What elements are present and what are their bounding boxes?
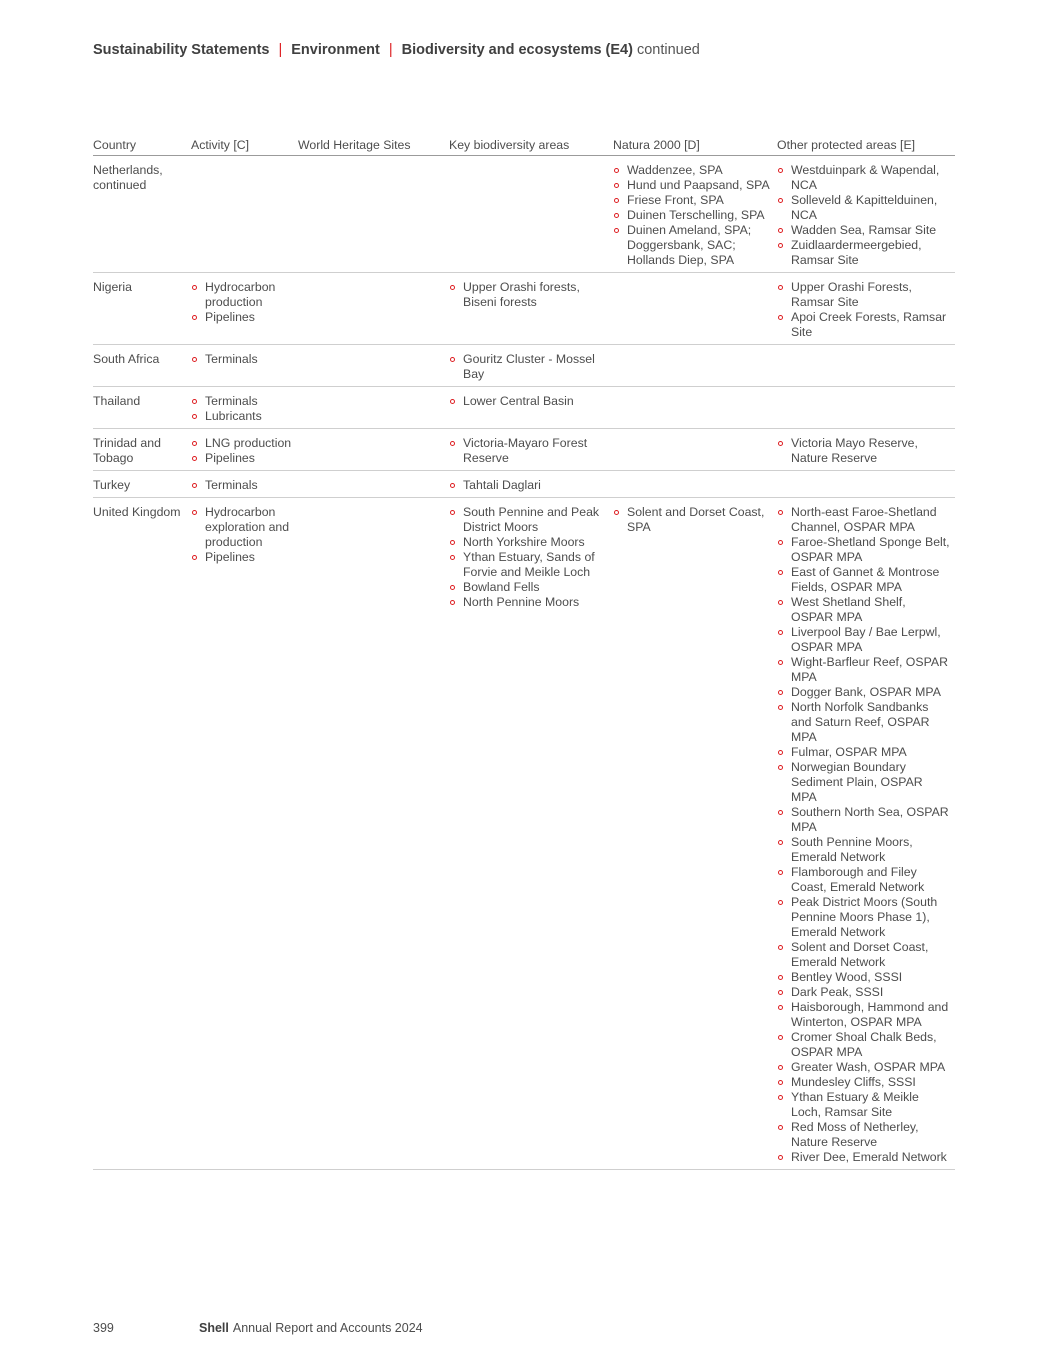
column-header-country: Country xyxy=(93,136,191,156)
world-heritage-cell xyxy=(298,387,449,429)
activity-cell xyxy=(191,429,298,471)
other-protected-cell xyxy=(777,156,955,273)
bullet-list xyxy=(777,436,951,466)
table-row xyxy=(93,498,955,1170)
list-item: North Norfolk Sandbanks and Saturn Reef, OSPAR MPA xyxy=(777,700,951,745)
list-item: Mundesley Cliffs, SSSI xyxy=(777,1075,951,1090)
header-continued: continued xyxy=(636,42,700,58)
list-item: River Dee, Emerald Network xyxy=(777,1150,951,1165)
key-biodiversity-cell xyxy=(449,498,613,1170)
list-item: Pipelines xyxy=(191,550,294,565)
list-item: Pipelines xyxy=(191,451,294,466)
key-biodiversity-cell xyxy=(449,429,613,471)
list-item: Hydrocarbon exploration and production xyxy=(191,505,294,550)
header-topic: Biodiversity and ecosystems (E4) xyxy=(401,42,633,58)
list-item: Duinen Ameland, SPA; Doggersbank, SAC; Hollands Diep, SPA xyxy=(613,223,773,268)
list-item: North Pennine Moors xyxy=(449,595,609,610)
world-heritage-cell xyxy=(298,429,449,471)
natura-2000-cell xyxy=(613,156,777,273)
world-heritage-cell xyxy=(298,498,449,1170)
world-heritage-cell xyxy=(298,471,449,498)
list-item: Duinen Terschelling, SPA xyxy=(613,208,773,223)
list-item: Lower Central Basin xyxy=(449,394,609,409)
list-item: North Yorkshire Moors xyxy=(449,535,609,550)
other-protected-cell xyxy=(777,471,955,498)
column-header-other-protected-areas: Other protected areas [E] xyxy=(777,136,955,156)
world-heritage-cell xyxy=(298,273,449,345)
header-subsection: Environment xyxy=(291,42,380,58)
other-protected-cell xyxy=(777,498,955,1170)
biodiversity-table xyxy=(93,136,955,1170)
header-section: Sustainability Statements xyxy=(93,42,270,58)
list-item: South Pennine Moors, Emerald Network xyxy=(777,835,951,865)
list-item: Victoria Mayo Reserve, Nature Reserve xyxy=(777,436,951,466)
list-item: Wight-Barfleur Reef, OSPAR MPA xyxy=(777,655,951,685)
list-item: North-east Faroe-Shetland Channel, OSPAR MPA xyxy=(777,505,951,535)
country-cell: South Africa xyxy=(93,345,191,387)
activity-cell xyxy=(191,471,298,498)
other-protected-cell xyxy=(777,387,955,429)
table-row xyxy=(93,156,955,273)
header-separator: | xyxy=(278,42,283,58)
natura-2000-cell xyxy=(613,387,777,429)
list-item: Cromer Shoal Chalk Beds, OSPAR MPA xyxy=(777,1030,951,1060)
list-item: Dark Peak, SSSI xyxy=(777,985,951,1000)
list-item: Solent and Dorset Coast, Emerald Network xyxy=(777,940,951,970)
list-item: Greater Wash, OSPAR MPA xyxy=(777,1060,951,1075)
bullet-list xyxy=(777,280,951,340)
table-row xyxy=(93,273,955,345)
bullet-list xyxy=(449,280,609,310)
list-item: Faroe-Shetland Sponge Belt, OSPAR MPA xyxy=(777,535,951,565)
list-item: West Shetland Shelf, OSPAR MPA xyxy=(777,595,951,625)
country-cell: Trinidad and Tobago xyxy=(93,429,191,471)
list-item: Haisborough, Hammond and Winterton, OSPAR MPA xyxy=(777,1000,951,1030)
country-cell: United Kingdom xyxy=(93,498,191,1170)
bullet-list xyxy=(613,505,773,535)
natura-2000-cell xyxy=(613,345,777,387)
list-item: Lubricants xyxy=(191,409,294,424)
running-header xyxy=(93,42,700,58)
list-item: Pipelines xyxy=(191,310,294,325)
list-item: Terminals xyxy=(191,352,294,367)
key-biodiversity-cell xyxy=(449,471,613,498)
other-protected-cell xyxy=(777,429,955,471)
country-cell: Netherlands, continued xyxy=(93,156,191,273)
list-item: Waddenzee, SPA xyxy=(613,163,773,178)
list-item: Ythan Estuary, Sands of Forvie and Meikle Loch xyxy=(449,550,609,580)
list-item: Solent and Dorset Coast, SPA xyxy=(613,505,773,535)
list-item: Bowland Fells xyxy=(449,580,609,595)
bullet-list xyxy=(191,280,294,325)
world-heritage-cell xyxy=(298,156,449,273)
table-row xyxy=(93,471,955,498)
bullet-list xyxy=(449,352,609,382)
natura-2000-cell xyxy=(613,498,777,1170)
natura-2000-cell xyxy=(613,471,777,498)
list-item: Apoi Creek Forests, Ramsar Site xyxy=(777,310,951,340)
page-number: 399 xyxy=(93,1321,114,1335)
header-separator: | xyxy=(388,42,393,58)
report-title: Annual Report and Accounts 2024 xyxy=(232,1321,423,1335)
list-item: Dogger Bank, OSPAR MPA xyxy=(777,685,951,700)
list-item: Flamborough and Filey Coast, Emerald Network xyxy=(777,865,951,895)
list-item: Friese Front, SPA xyxy=(613,193,773,208)
table-row xyxy=(93,429,955,471)
other-protected-cell xyxy=(777,273,955,345)
table-header-row xyxy=(93,136,955,156)
bullet-list xyxy=(449,478,609,493)
list-item: Gouritz Cluster - Mossel Bay xyxy=(449,352,609,382)
list-item: Hydrocarbon production xyxy=(191,280,294,310)
list-item: Peak District Moors (South Pennine Moors Phase 1), Emerald Network xyxy=(777,895,951,940)
list-item: Southern North Sea, OSPAR MPA xyxy=(777,805,951,835)
list-item: Red Moss of Netherley, Nature Reserve xyxy=(777,1120,951,1150)
list-item: Wadden Sea, Ramsar Site xyxy=(777,223,951,238)
activity-cell xyxy=(191,345,298,387)
list-item: Victoria-Mayaro Forest Reserve xyxy=(449,436,609,466)
key-biodiversity-cell xyxy=(449,156,613,273)
natura-2000-cell xyxy=(613,273,777,345)
world-heritage-cell xyxy=(298,345,449,387)
list-item: Terminals xyxy=(191,394,294,409)
column-header-natura-2000: Natura 2000 [D] xyxy=(613,136,777,156)
list-item: LNG production xyxy=(191,436,294,451)
country-cell: Turkey xyxy=(93,471,191,498)
table-row xyxy=(93,345,955,387)
list-item: Solleveld & Kapittelduinen, NCA xyxy=(777,193,951,223)
column-header-key-biodiversity-areas: Key biodiversity areas xyxy=(449,136,613,156)
bullet-list xyxy=(777,505,951,1165)
list-item: Bentley Wood, SSSI xyxy=(777,970,951,985)
list-item: Upper Orashi forests, Biseni forests xyxy=(449,280,609,310)
bullet-list xyxy=(191,436,294,466)
bullet-list xyxy=(449,436,609,466)
list-item: Liverpool Bay / Bae Lerpwl, OSPAR MPA xyxy=(777,625,951,655)
list-item: Fulmar, OSPAR MPA xyxy=(777,745,951,760)
list-item: East of Gannet & Montrose Fields, OSPAR MPA xyxy=(777,565,951,595)
country-cell: Thailand xyxy=(93,387,191,429)
bullet-list xyxy=(449,505,609,610)
list-item: South Pennine and Peak District Moors xyxy=(449,505,609,535)
bullet-list xyxy=(777,163,951,268)
table-row xyxy=(93,387,955,429)
activity-cell xyxy=(191,273,298,345)
list-item: Hund und Paapsand, SPA xyxy=(613,178,773,193)
list-item: Terminals xyxy=(191,478,294,493)
list-item: Upper Orashi Forests, Ramsar Site xyxy=(777,280,951,310)
bullet-list xyxy=(191,394,294,424)
column-header-activity: Activity [C] xyxy=(191,136,298,156)
list-item: Ythan Estuary & Meikle Loch, Ramsar Site xyxy=(777,1090,951,1120)
activity-cell xyxy=(191,498,298,1170)
page-footer xyxy=(93,1321,423,1335)
bullet-list xyxy=(613,163,773,268)
bullet-list xyxy=(449,394,609,409)
activity-cell xyxy=(191,156,298,273)
list-item: Zuidlaardermeergebied, Ramsar Site xyxy=(777,238,951,268)
bullet-list xyxy=(191,478,294,493)
list-item: Westduinpark & Wapendal, NCA xyxy=(777,163,951,193)
list-item: Norwegian Boundary Sediment Plain, OSPAR MPA xyxy=(777,760,951,805)
bullet-list xyxy=(191,352,294,367)
brand-name: Shell xyxy=(199,1321,229,1335)
column-header-world-heritage-sites: World Heritage Sites xyxy=(298,136,449,156)
country-cell: Nigeria xyxy=(93,273,191,345)
activity-cell xyxy=(191,387,298,429)
key-biodiversity-cell xyxy=(449,345,613,387)
key-biodiversity-cell xyxy=(449,387,613,429)
table-body xyxy=(93,156,955,1170)
list-item: Tahtali Daglari xyxy=(449,478,609,493)
key-biodiversity-cell xyxy=(449,273,613,345)
other-protected-cell xyxy=(777,345,955,387)
bullet-list xyxy=(191,505,294,565)
natura-2000-cell xyxy=(613,429,777,471)
